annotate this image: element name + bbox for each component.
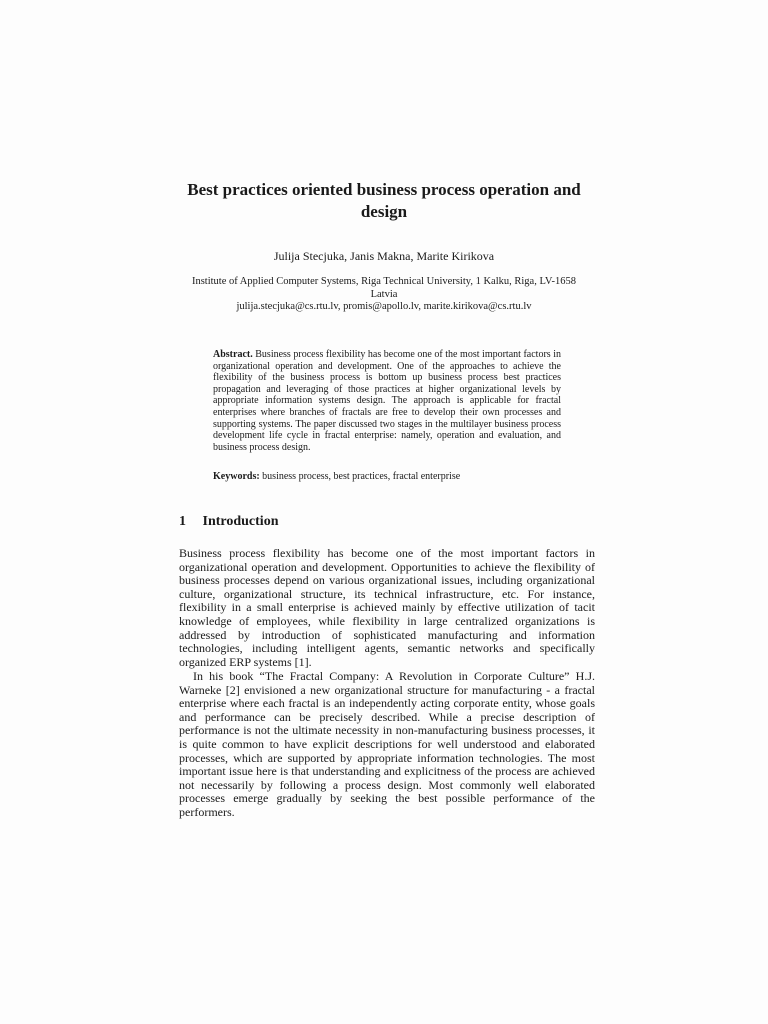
section-heading: [179, 514, 278, 530]
section-title: Introduction: [202, 514, 279, 529]
keywords: [213, 471, 561, 483]
affiliation-line-1: Institute of Applied Computer Systems, Riga Technical University, 1 Kalku, Riga, LV-1658: [191, 276, 577, 287]
paper-title: [150, 179, 618, 223]
author-emails: julija.stecjuka@cs.rtu.lv, promis@apollo.lv, marite.kirikova@cs.rtu.lv: [236, 301, 532, 312]
affiliation-line-2: Latvia: [370, 288, 398, 300]
title-line-2: design: [360, 202, 408, 221]
keywords-label: Keywords:: [213, 471, 260, 482]
intro-paragraph-1: Business process flexibility has become one of the most important factors in organizational operation and development. Opportunities to achieve the flexibility of business processes depend on various organizational issues, including organizational culture, organizational structure, its technical infrastructure, etc. For instance, flexibility in a small enterprise is achieved mainly by effective utilization of tacit knowledge of employees, while flexibility in large centralized organizations is addressed by introduction of sophisticated manufacturing and information technologies, including intelligent agents, semantic networks and specifically organized ERP systems [1].: [179, 546, 595, 669]
abstract-text: Business process flexibility has become one of the most important factors in organizational operation and development. One of the approaches to achieve the flexibility of the business process is bottom up business process best practices propagation and leveraging of those practices at higher organizational levels by appropriate information systems design. The approach is applicable for fractal enterprises where branches of fractals are free to develop their own processes and supporting systems. The paper discussed two stages in the multilayer business process development life cycle in fractal enterprise: namely, operation and evaluation, and business process design.: [213, 349, 561, 453]
section-number: 1: [179, 514, 186, 529]
abstract: [213, 349, 561, 453]
intro-paragraph-2: In his book “The Fractal Company: A Revolution in Corporate Culture” H.J. Warneke [2] envisioned a new organizational structure for manufacturing - a fractal enterprise where each fractal is an independently acting corporate entity, whose goals and performance can be precisely described. While a precise description of performance is not the ultimate necessity in non-manufacturing business processes, it is quite common to have explicit descriptions for well understood and elaborated processes, which are supported by appropriate information technologies. The most important issue here is that understanding and explicitness of the process are achieved not necessarily by following a process design. Most commonly well elaborated processes emerge gradually by seeking the best possible performance of the performers.: [179, 669, 595, 819]
abstract-label: Abstract.: [213, 349, 253, 360]
author-list: Julija Stecjuka, Janis Makna, Marite Kirikova: [273, 249, 495, 263]
title-line-1: Best practices oriented business process operation and: [187, 180, 581, 199]
keywords-text: business process, best practices, fractal enterprise: [262, 471, 461, 482]
affiliation: [150, 276, 618, 314]
